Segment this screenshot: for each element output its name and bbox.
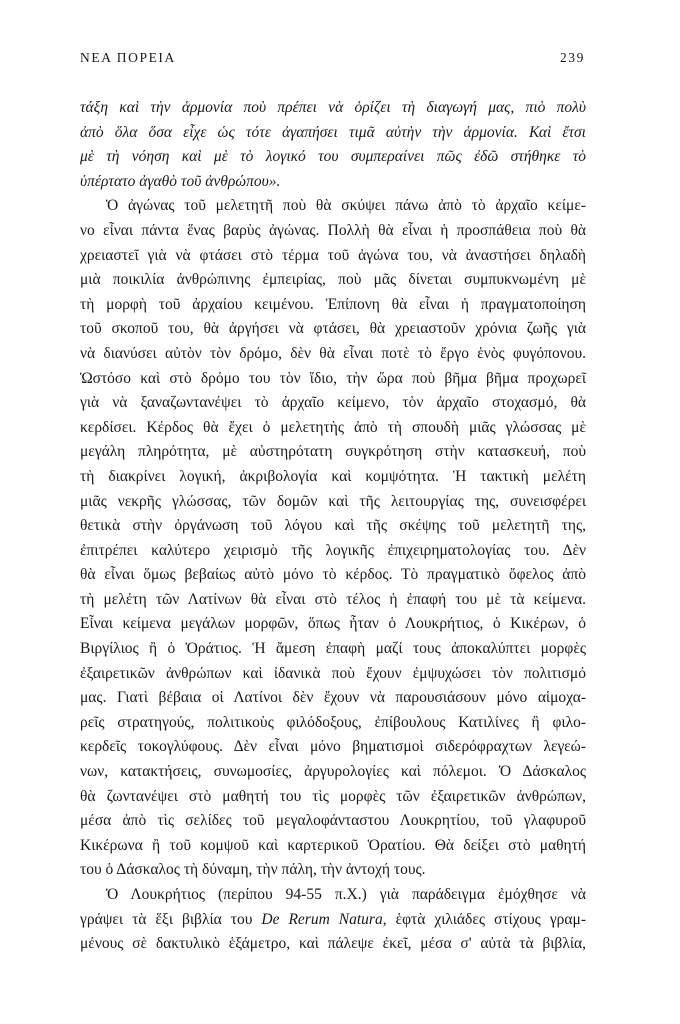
text-line: Ὡστόσο καὶ στὸ δρόμο του τὸν ἴδιο, τὴν ὥρα ποὺ βῆμα βῆμα προχωρεῖ (80, 369, 586, 387)
text-line: θετικὰ στὴν ὀργάνωση τοῦ λόγου καὶ τῆς σκέψης τοῦ μελετητῆ της, (80, 517, 586, 535)
text-line: του ὁ Δάσκαλος τὴ δύναμη, τὴν πάλη, τὴν ἀντοχή τους. (80, 861, 426, 879)
text-line: μένους σὲ δακτυλικὸ ἑξάμετρο, καὶ πάλεψε ἐκεῖ, μέσα σ' αὐτὰ τὰ βιβλία, (80, 935, 586, 953)
text-line: ρεῖς στρατηγούς, πολιτικοὺς φιλόδοξους, ἐπίβουλους Κατιλίνες ἢ φιλο- (80, 713, 586, 731)
page-header (80, 50, 585, 66)
text-line: θὰ ζωντανέψει στὸ μαθητή του τὶς μορφὲς τῶν ἐξαιρετικῶν ἀνθρώπων, (80, 787, 586, 805)
text-segment: γράψει τὰ ἕξι βιβλία του (80, 910, 262, 928)
text-segment: , ἑφτὰ χιλιάδες στίχους γραμ- (382, 910, 586, 928)
text-line: γιὰ νὰ ξαναζωντανέψει τὸ ἀρχαῖο κείμενο, τὸν ἀρχαῖο στοχασμό, θὰ (80, 394, 586, 412)
text-line: νο εἶναι πάντα ἕνας βαρὺς ἀγώνας. Πολλὴ θὰ εἶναι ἡ προσπάθεια ποὺ θὰ (80, 221, 586, 239)
text-line: νὰ διανύσει αὐτὸν τὸν δρόμο, δὲν θὰ εἶναι ποτὲ τὸ ἔργο ἑνὸς φυγόπονου. (80, 344, 586, 362)
text-line: τὴ διακρίνει λογική, ἀκριβολογία καὶ κομψότητα. Ἡ τακτικὴ μελέτη (80, 467, 586, 485)
text-line: μιὰ ποικιλία ἀνθρώπινης ἐμπειρίας, ποὺ μᾶς δίνεται συμπυκνωμένη μὲ (80, 271, 586, 289)
text-line: Κικέρωνα ἢ τοῦ κομψοῦ καὶ καρτερικοῦ Ὁρατίου. Θὰ δείξει στὸ μαθητή (80, 836, 586, 854)
text-line: Ὁ ἀγώνας τοῦ μελετητῆ ποὺ θὰ σκύψει πάνω ἀπὸ τὸ ἀρχαῖο κείμε- (106, 197, 586, 215)
text-line: Εἶναι κείμενα μεγάλων μορφῶν, ὅπως ἦταν ὁ Λουκρήτιος, ὁ Κικέρων, ὁ (80, 615, 586, 633)
text-line: μας. Γιατὶ βέβαια οἱ Λατίνοι δὲν ἔχουν νὰ παρουσιάσουν μόνο αἱμοχα- (80, 689, 586, 707)
text-line: ἀπὸ ὅλα ὅσα εἶχε ὡς τότε ἀγαπήσει τιμᾶ αὐτὴν τὴν ἁρμονία. Καὶ ἔτσι (80, 123, 586, 141)
body-text (80, 96, 586, 957)
text-line: ὑπέρτατο ἀγαθὸ τοῦ ἀνθρώπου». (80, 172, 281, 190)
text-line: τοῦ σκοποῦ του, θὰ ἀργήσει νὰ φτάσει, θὰ χρειαστοῦν χρόνια ζωῆς γιὰ (80, 320, 586, 338)
text-line: Ὁ Λουκρήτιος (περίπου 94-55 π.Χ.) γιὰ παράδειγμα ἐμόχθησε νὰ (106, 886, 586, 903)
text-line: τὴ μελέτη τῶν Λατίνων θὰ εἶναι στὸ τέλος ἡ ἐπαφή του μὲ τὰ κείμενα. (80, 590, 586, 608)
text-line: μιᾶς νεκρῆς γλώσσας, τῶν δομῶν καὶ τῆς λειτουργίας της, συνεισφέρει (80, 492, 586, 510)
text-line: τὴ μορφὴ τοῦ ἀρχαίου κειμένου. Ἐπίπονη θὰ εἶναι ἡ πραγματοποίηση (80, 295, 586, 313)
text-line: χρειαστεῖ γιὰ νὰ φτάσει στὸ τέρμα τοῦ ἀγώνα του, νὰ ἀναστήσει δηλαδὴ (80, 246, 586, 264)
text-line (80, 908, 586, 933)
text-line: Βιργίλιος ἢ ὁ Ὁράτιος. Ἡ ἄμεση ἐπαφὴ μαζί τους ἀποκαλύπτει μορφὲς (80, 640, 586, 658)
text-line: κερδίσει. Κέρδος θὰ ἔχει ὁ μελετητὴς ἀπὸ τὴ σπουδὴ μιᾶς γλώσσας μὲ (80, 418, 586, 436)
text-line: μέσα ἀπὸ τὶς σελίδες τοῦ μεγαλοφάνταστου Λουκρητίου, τοῦ γλαφυροῦ (80, 812, 586, 830)
text-line: νων, κατακτήσεις, συνωμοσίες, ἀργυρολογίες καὶ πόλεμοι. Ὁ Δάσκαλος (80, 763, 586, 781)
text-line: ἐξαιρετικῶν ἀνθρώπων καὶ ἰδανικὰ ποὺ ἔχουν ἐμψυχώσει τὸν πολιτισμό (80, 664, 586, 682)
text-line: θὰ εἶναι ὅμως βεβαίως αὐτὸ μόνο τὸ κέρδος. Τὸ πραγματικὸ ὄφελος ἀπὸ (80, 566, 586, 584)
page-number: 239 (559, 50, 585, 65)
book-title: De Rerum Natura (261, 910, 383, 928)
running-title: ΝΕΑ ΠΟΡΕΙΑ (80, 50, 176, 65)
text-line: μὲ τὴ νόηση καὶ μὲ τὸ λογικό του συμπεραίνει πῶς ἐδῶ στήθηκε τὸ (80, 148, 586, 166)
text-line: ἐπιτρέπει καλύτερο χειρισμὸ τῆς λογικῆς ἐπιχειρηματολογίας του. Δὲν (80, 541, 586, 559)
text-line: κερδεῖς τοκογλύφους. Δὲν εἶναι μόνο βηματισμοὶ σιδερόφραχτων λεγεώ- (80, 738, 586, 756)
text-line: μεγάλη πληρότητα, μὲ αὐστηρότατη συγκρότηση στὴν κατασκευή, ποὺ (80, 443, 586, 461)
text-line: τάξη καὶ τὴν ἁρμονία ποὺ πρέπει νὰ ὁρίζει τὴ διαγωγή μας, πιὸ πολὺ (80, 99, 586, 116)
